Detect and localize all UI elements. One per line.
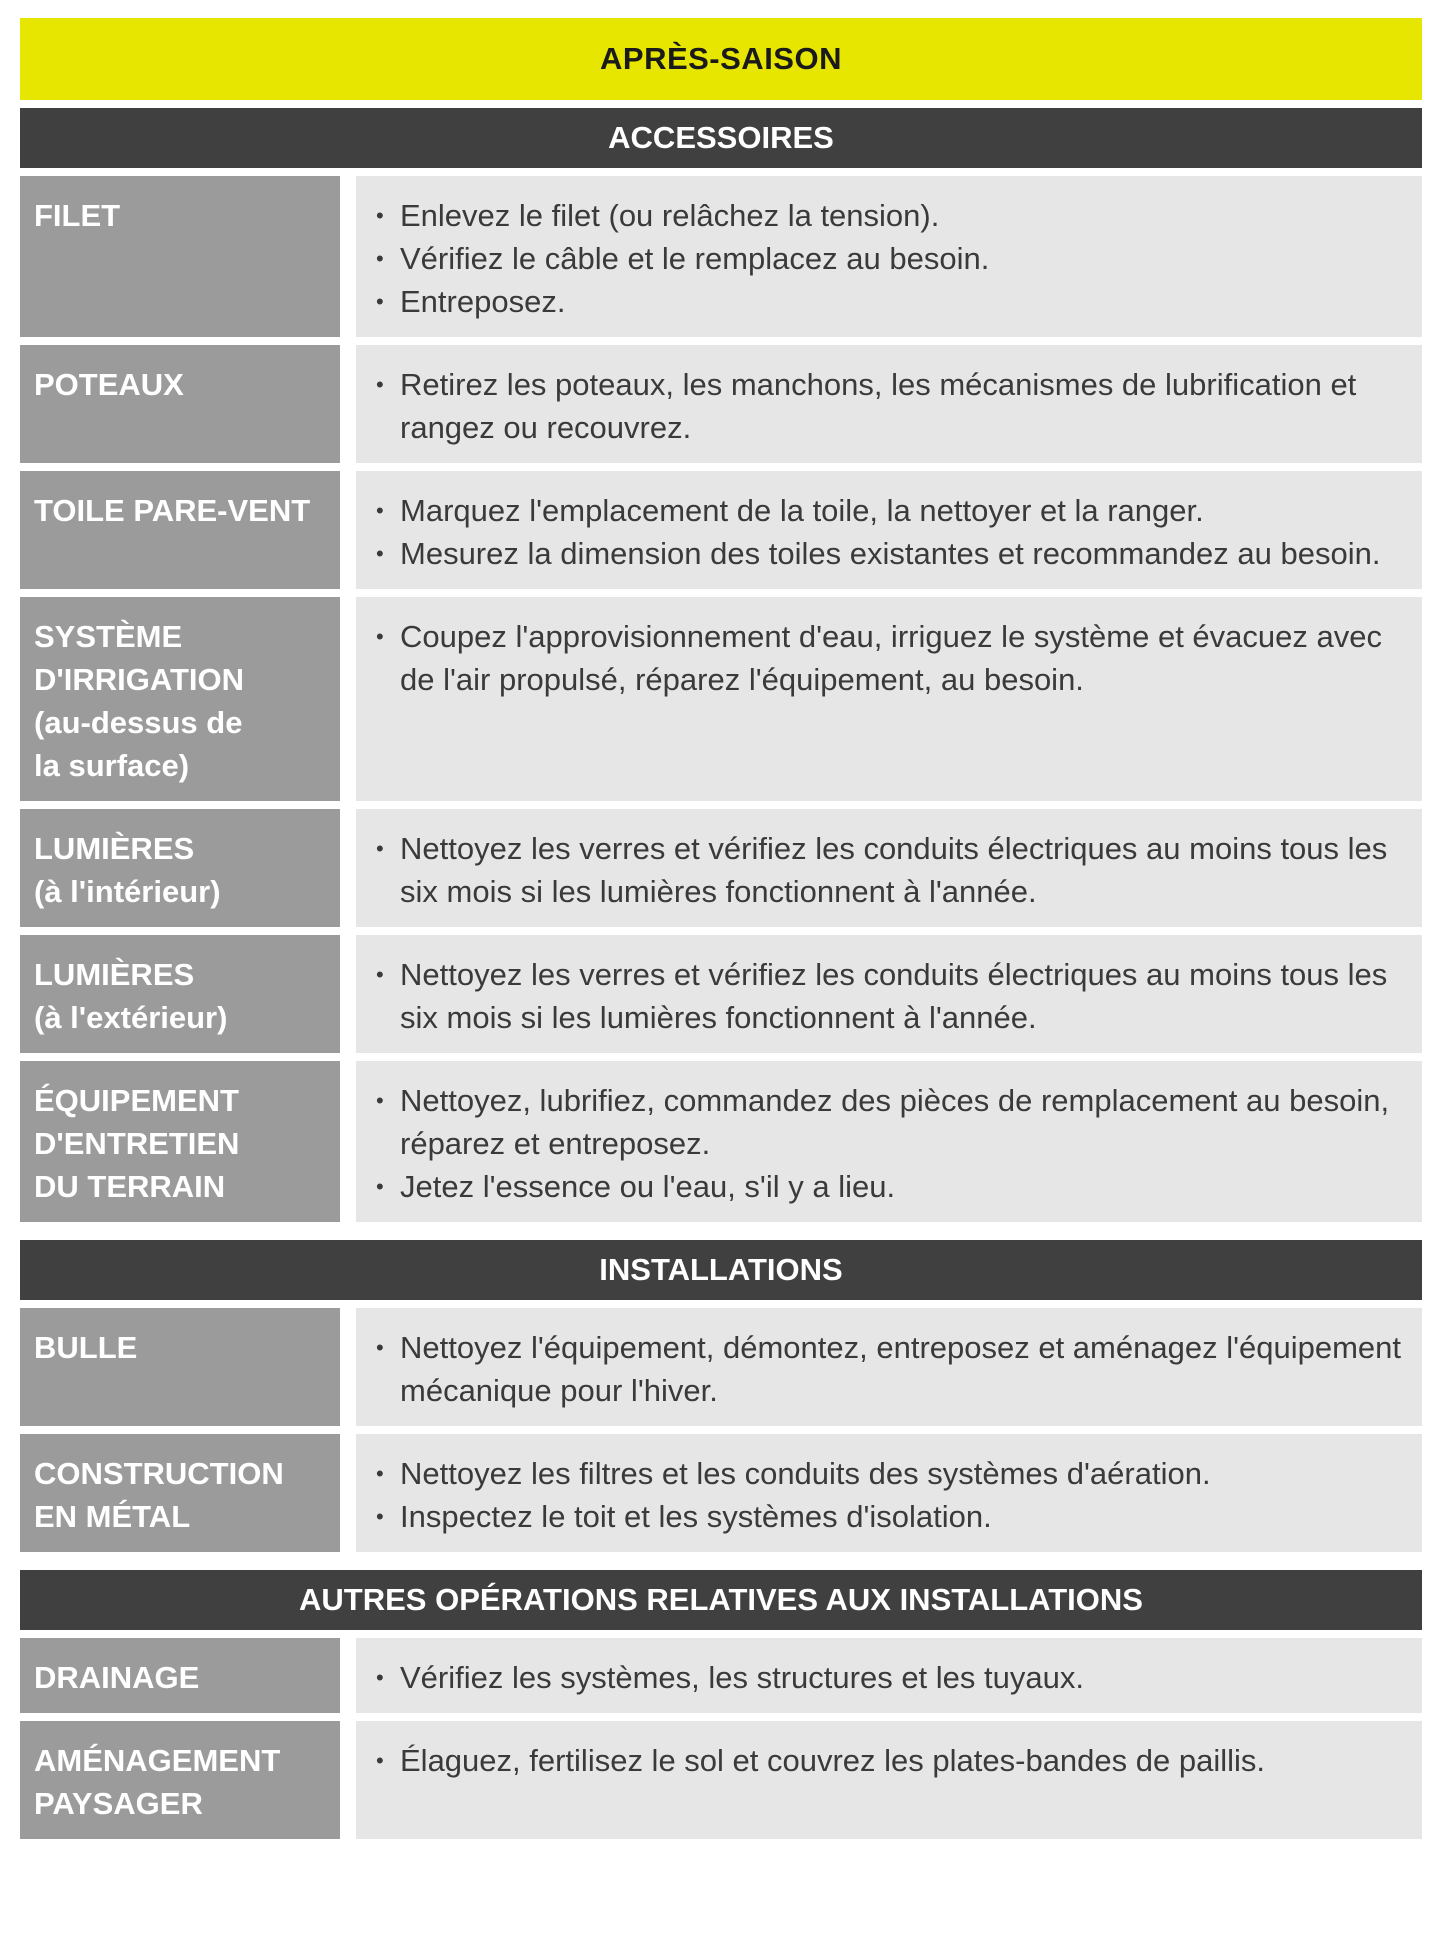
bullet-icon: •	[376, 1174, 384, 1199]
row-label: SYSTÈME D'IRRIGATION (au-dessus de la surface)	[20, 597, 340, 801]
row-content	[356, 935, 1422, 1053]
list-item	[376, 1165, 1402, 1208]
item-text: Inspectez le toit et les systèmes d'isolation.	[400, 1499, 992, 1534]
row-label: DRAINAGE	[20, 1638, 340, 1713]
table-row	[20, 809, 1422, 927]
row-content	[356, 1308, 1422, 1426]
row-content	[356, 1638, 1422, 1713]
bullet-icon: •	[376, 541, 384, 566]
bullet-icon: •	[376, 962, 384, 987]
item-text: Nettoyez, lubrifiez, commandez des pièces de remplacement au besoin, réparez et entreposez.	[400, 1083, 1390, 1161]
bullet-icon: •	[376, 498, 384, 523]
bullet-icon: •	[376, 372, 384, 397]
item-text: Nettoyez les filtres et les conduits des systèmes d'aération.	[400, 1456, 1211, 1491]
item-text: Nettoyez l'équipement, démontez, entreposez et aménagez l'équipement mécanique pour l'hiver.	[400, 1330, 1402, 1408]
item-text: Élaguez, fertilisez le sol et couvrez les plates-bandes de paillis.	[400, 1743, 1266, 1778]
row-label: CONSTRUCTION EN MÉTAL	[20, 1434, 340, 1552]
row-content	[356, 176, 1422, 337]
item-text: Nettoyez les verres et vérifiez les conduits électriques au moins tous les six mois si les lumières fonctionnent à l'année.	[400, 831, 1388, 909]
list-item	[376, 532, 1402, 575]
item-text: Vérifiez le câble et le remplacez au besoin.	[400, 241, 990, 276]
table-row	[20, 935, 1422, 1053]
list-item	[376, 363, 1402, 449]
row-label: POTEAUX	[20, 345, 340, 463]
bullet-icon: •	[376, 1335, 384, 1360]
item-text: Jetez l'essence ou l'eau, s'il y a lieu.	[400, 1169, 896, 1204]
row-label: LUMIÈRES (à l'intérieur)	[20, 809, 340, 927]
item-text: Marquez l'emplacement de la toile, la nettoyer et la ranger.	[400, 493, 1204, 528]
item-text: Vérifiez les systèmes, les structures et les tuyaux.	[400, 1660, 1084, 1695]
row-content	[356, 597, 1422, 801]
bullet-icon: •	[376, 1088, 384, 1113]
table-row	[20, 1638, 1422, 1713]
bullet-icon: •	[376, 1748, 384, 1773]
bullet-icon: •	[376, 203, 384, 228]
item-text: Mesurez la dimension des toiles existantes et recommandez au besoin.	[400, 536, 1381, 571]
item-text: Coupez l'approvisionnement d'eau, irriguez le système et évacuez avec de l'air propulsé, réparez l'équipement, au besoin.	[400, 619, 1382, 697]
section-heading: ACCESSOIRES	[20, 108, 1422, 168]
list-item	[376, 1656, 1402, 1699]
list-item	[376, 615, 1402, 701]
row-label: AMÉNAGEMENT PAYSAGER	[20, 1721, 340, 1839]
row-label: FILET	[20, 176, 340, 337]
bullet-icon: •	[376, 1665, 384, 1690]
section-heading: AUTRES OPÉRATIONS RELATIVES AUX INSTALLATIONS	[20, 1570, 1422, 1630]
row-label: LUMIÈRES (à l'extérieur)	[20, 935, 340, 1053]
list-item	[376, 489, 1402, 532]
row-content	[356, 345, 1422, 463]
list-item	[376, 1495, 1402, 1538]
bullet-icon: •	[376, 289, 384, 314]
list-item	[376, 1079, 1402, 1165]
table-row	[20, 597, 1422, 801]
bullet-icon: •	[376, 246, 384, 271]
bullet-icon: •	[376, 836, 384, 861]
row-label: BULLE	[20, 1308, 340, 1426]
row-label: TOILE PARE-VENT	[20, 471, 340, 589]
page-title: APRÈS-SAISON	[20, 18, 1422, 100]
item-text: Nettoyez les verres et vérifiez les conduits électriques au moins tous les six mois si les lumières fonctionnent à l'année.	[400, 957, 1388, 1035]
table-row	[20, 176, 1422, 337]
item-text: Retirez les poteaux, les manchons, les mécanismes de lubrification et rangez ou recouvrez.	[400, 367, 1357, 445]
list-item	[376, 953, 1402, 1039]
row-content	[356, 471, 1422, 589]
list-item	[376, 1326, 1402, 1412]
list-item	[376, 827, 1402, 913]
row-label: ÉQUIPEMENT D'ENTRETIEN DU TERRAIN	[20, 1061, 340, 1222]
sections-container	[20, 108, 1422, 1839]
row-content	[356, 809, 1422, 927]
row-content	[356, 1721, 1422, 1839]
bullet-icon: •	[376, 624, 384, 649]
row-content	[356, 1434, 1422, 1552]
list-item	[376, 1452, 1402, 1495]
item-text: Enlevez le filet (ou relâchez la tension).	[400, 198, 940, 233]
table-row	[20, 471, 1422, 589]
list-item	[376, 237, 1402, 280]
table-row	[20, 1721, 1422, 1839]
table-row	[20, 1061, 1422, 1222]
bullet-icon: •	[376, 1461, 384, 1486]
item-text: Entreposez.	[400, 284, 566, 319]
list-item	[376, 194, 1402, 237]
table-row	[20, 345, 1422, 463]
row-content	[356, 1061, 1422, 1222]
maintenance-table	[20, 18, 1422, 1839]
bullet-icon: •	[376, 1504, 384, 1529]
table-row	[20, 1308, 1422, 1426]
table-row	[20, 1434, 1422, 1552]
list-item	[376, 280, 1402, 323]
section-heading: INSTALLATIONS	[20, 1240, 1422, 1300]
list-item	[376, 1739, 1402, 1782]
